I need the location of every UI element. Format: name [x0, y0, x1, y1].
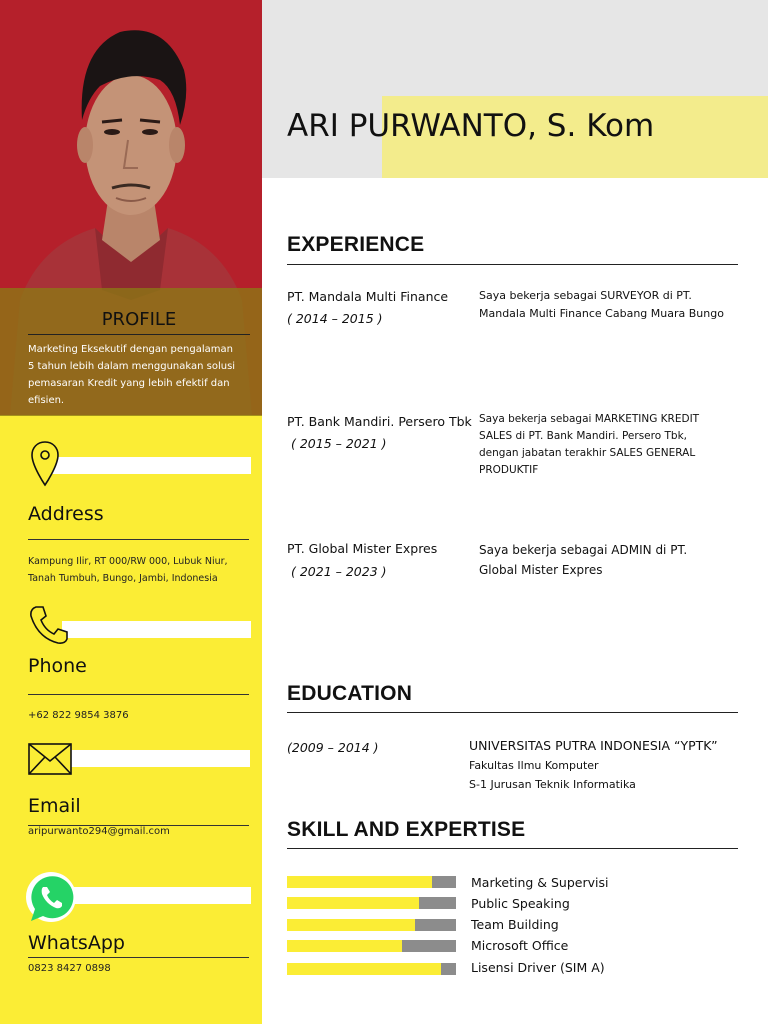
phone-bar	[62, 621, 251, 638]
address-divider	[28, 539, 249, 540]
profile-summary: Marketing Eksekutif dengan pengalaman 5 tahun lebih dalam menggunakan solusi pemasaran Kredit yang lebih efektif dan efisien.	[28, 344, 236, 406]
email-bar	[66, 750, 250, 767]
phone-divider	[28, 694, 249, 695]
skill-bar-fill	[287, 963, 441, 975]
phone-title: Phone	[28, 655, 87, 677]
skill-bar-fill	[287, 919, 415, 931]
skill-bar	[287, 919, 456, 931]
experience-company: PT. Global Mister Expres	[287, 541, 438, 556]
experience-heading: EXPERIENCE	[287, 233, 425, 256]
skill-label: Lisensi Driver (SIM A)	[471, 960, 605, 975]
location-pin-icon	[30, 440, 60, 488]
skill-bar	[287, 963, 456, 975]
skill-bar-fill	[287, 897, 419, 909]
education-heading: EDUCATION	[287, 682, 413, 705]
skill-label: Marketing & Supervisi	[471, 875, 609, 890]
experience-period: ( 2021 – 2023 )	[291, 564, 387, 579]
education-rule	[287, 712, 738, 713]
skill-bar	[287, 940, 456, 952]
skill-bar	[287, 897, 456, 909]
faculty: Fakultas Ilmu Komputer	[469, 759, 599, 772]
skills-heading: SKILL AND EXPERTISE	[287, 818, 526, 841]
university-name: UNIVERSITAS PUTRA INDONESIA “YPTK”	[469, 738, 718, 753]
whatsapp-bar	[74, 887, 251, 904]
address-title: Address	[28, 503, 104, 525]
phone-icon	[28, 604, 70, 646]
profile-divider	[28, 334, 250, 335]
full-name: ARI PURWANTO, S. Kom	[287, 108, 655, 144]
whatsapp-divider	[28, 957, 249, 958]
phone-value[interactable]: +62 822 9854 3876	[28, 710, 129, 721]
skill-label: Public Speaking	[471, 896, 570, 911]
experience-description: Saya bekerja sebagai SURVEYOR di PT. Mandala Multi Finance Cabang Muara Bungo	[479, 289, 724, 320]
profile-title: PROFILE	[101, 309, 177, 330]
skill-bar-fill	[287, 876, 432, 888]
skill-bar-fill	[287, 940, 402, 952]
skill-bar	[287, 876, 456, 888]
whatsapp-icon	[25, 871, 77, 925]
address-value: Kampung Ilir, RT 000/RW 000, Lubuk Niur, Tanah Tumbuh, Bungo, Jambi, Indonesia	[28, 556, 228, 584]
education-period: (2009 – 2014 )	[287, 740, 379, 755]
study-program: S-1 Jurusan Teknik Informatika	[469, 778, 636, 791]
experience-description: Saya bekerja sebagai MARKETING KREDIT SALES di PT. Bank Mandiri. Persero Tbk, dengan jabatan terakhir SALES GENERAL PRODUKTIF	[479, 413, 700, 476]
experience-period: ( 2014 – 2015 )	[287, 311, 383, 326]
skills-rule	[287, 848, 738, 849]
experience-company: PT. Mandala Multi Finance	[287, 289, 449, 304]
skill-label: Microsoft Office	[471, 938, 569, 953]
whatsapp-value[interactable]: 0823 8427 0898	[28, 963, 111, 974]
experience-period: ( 2015 – 2021 )	[291, 436, 387, 451]
envelope-icon	[28, 743, 72, 775]
skill-label: Team Building	[471, 917, 559, 932]
email-title: Email	[28, 795, 81, 817]
experience-company: PT. Bank Mandiri. Persero Tbk	[287, 414, 472, 429]
experience-description: Saya bekerja sebagai ADMIN di PT. Global Mister Expres	[479, 543, 688, 577]
experience-rule	[287, 264, 738, 265]
whatsapp-title: WhatsApp	[28, 932, 125, 954]
email-value[interactable]: aripurwanto294@gmail.com	[28, 826, 170, 837]
address-bar	[42, 457, 251, 474]
